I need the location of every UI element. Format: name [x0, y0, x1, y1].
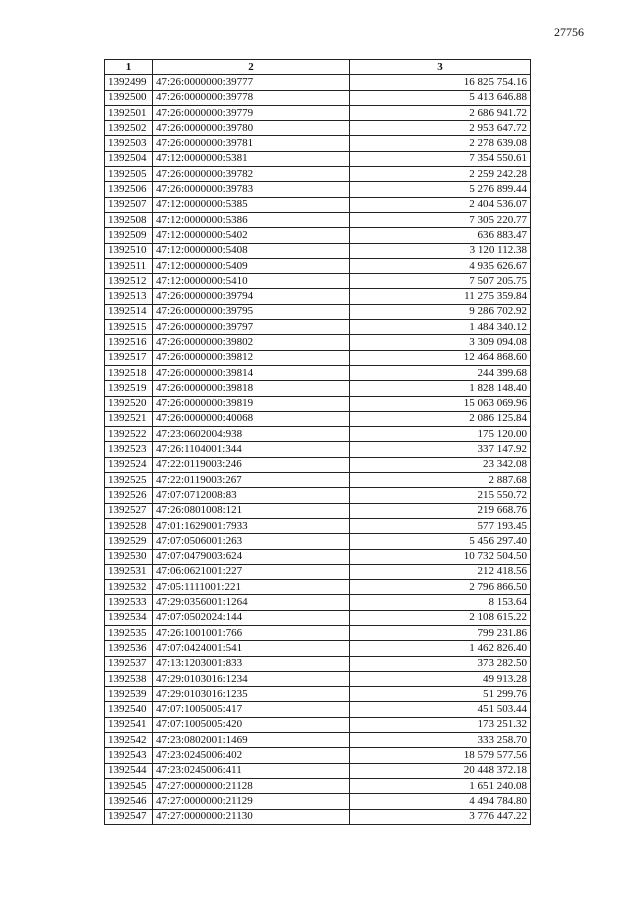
row-number-cell: 1392522 [105, 427, 153, 442]
row-number-cell: 1392530 [105, 549, 153, 564]
value-cell: 212 418.56 [350, 564, 531, 579]
cadastral-number-cell: 47:26:1001001:766 [153, 625, 350, 640]
row-number-cell: 1392516 [105, 335, 153, 350]
table-row [105, 625, 531, 640]
row-number-cell: 1392511 [105, 258, 153, 273]
row-number-cell: 1392505 [105, 167, 153, 182]
table-row [105, 534, 531, 549]
row-number-cell: 1392502 [105, 121, 153, 136]
cadastral-number-cell: 47:12:0000000:5410 [153, 274, 350, 289]
row-number-cell: 1392539 [105, 687, 153, 702]
value-cell: 18 579 577.56 [350, 748, 531, 763]
row-number-cell: 1392520 [105, 396, 153, 411]
table-row [105, 136, 531, 151]
row-number-cell: 1392506 [105, 182, 153, 197]
table-row [105, 733, 531, 748]
row-number-cell: 1392500 [105, 90, 153, 105]
value-cell: 7 507 205.75 [350, 274, 531, 289]
value-cell: 12 464 868.60 [350, 350, 531, 365]
value-cell: 10 732 504.50 [350, 549, 531, 564]
value-cell: 1 651 240.08 [350, 778, 531, 793]
table-row [105, 427, 531, 442]
row-number-cell: 1392535 [105, 625, 153, 640]
value-cell: 2 259 242.28 [350, 167, 531, 182]
row-number-cell: 1392513 [105, 289, 153, 304]
value-cell: 1 828 148.40 [350, 381, 531, 396]
table-row [105, 335, 531, 350]
row-number-cell: 1392509 [105, 228, 153, 243]
cadastral-number-cell: 47:12:0000000:5402 [153, 228, 350, 243]
cadastral-number-cell: 47:26:0000000:39795 [153, 304, 350, 319]
table-row [105, 518, 531, 533]
row-number-cell: 1392501 [105, 105, 153, 120]
value-cell: 20 448 372.18 [350, 763, 531, 778]
cadastral-number-cell: 47:26:0801008:121 [153, 503, 350, 518]
cadastral-number-cell: 47:22:0119003:246 [153, 457, 350, 472]
cadastral-number-cell: 47:23:0602004:938 [153, 427, 350, 442]
value-cell: 16 825 754.16 [350, 75, 531, 90]
cadastral-number-cell: 47:29:0103016:1235 [153, 687, 350, 702]
value-cell: 215 550.72 [350, 488, 531, 503]
value-cell: 636 883.47 [350, 228, 531, 243]
cadastral-number-cell: 47:29:0103016:1234 [153, 671, 350, 686]
table-row [105, 473, 531, 488]
value-cell: 173 251.32 [350, 717, 531, 732]
row-number-cell: 1392529 [105, 534, 153, 549]
cadastral-number-cell: 47:26:1104001:344 [153, 442, 350, 457]
table-row [105, 488, 531, 503]
value-cell: 2 796 866.50 [350, 580, 531, 595]
cadastral-number-cell: 47:23:0245006:402 [153, 748, 350, 763]
table-row [105, 258, 531, 273]
cadastral-number-cell: 47:26:0000000:39797 [153, 320, 350, 335]
value-cell: 7 354 550.61 [350, 151, 531, 166]
value-cell: 2 404 536.07 [350, 197, 531, 212]
table-row [105, 809, 531, 824]
row-number-cell: 1392545 [105, 778, 153, 793]
column-header-1: 1 [105, 60, 153, 75]
cadastral-number-cell: 47:27:0000000:21129 [153, 794, 350, 809]
value-cell: 337 147.92 [350, 442, 531, 457]
table-row [105, 320, 531, 335]
cadastral-number-cell: 47:07:0424001:541 [153, 641, 350, 656]
row-number-cell: 1392544 [105, 763, 153, 778]
value-cell: 2 086 125.84 [350, 411, 531, 426]
row-number-cell: 1392533 [105, 595, 153, 610]
value-cell: 577 193.45 [350, 518, 531, 533]
cadastral-number-cell: 47:07:0479003:624 [153, 549, 350, 564]
table-row [105, 228, 531, 243]
cadastral-number-cell: 47:26:0000000:39783 [153, 182, 350, 197]
value-cell: 3 120 112.38 [350, 243, 531, 258]
row-number-cell: 1392541 [105, 717, 153, 732]
row-number-cell: 1392519 [105, 381, 153, 396]
value-cell: 2 686 941.72 [350, 105, 531, 120]
row-number-cell: 1392527 [105, 503, 153, 518]
cadastral-number-cell: 47:07:1005005:417 [153, 702, 350, 717]
value-cell: 219 668.76 [350, 503, 531, 518]
table-row [105, 580, 531, 595]
cadastral-number-cell: 47:12:0000000:5408 [153, 243, 350, 258]
table-row [105, 396, 531, 411]
cadastral-number-cell: 47:22:0119003:267 [153, 473, 350, 488]
cadastral-number-cell: 47:26:0000000:39777 [153, 75, 350, 90]
row-number-cell: 1392538 [105, 671, 153, 686]
cadastral-number-cell: 47:01:1629001:7933 [153, 518, 350, 533]
cadastral-number-cell: 47:06:0621001:227 [153, 564, 350, 579]
table-row [105, 778, 531, 793]
row-number-cell: 1392517 [105, 350, 153, 365]
table-row [105, 182, 531, 197]
value-cell: 23 342.08 [350, 457, 531, 472]
cadastral-number-cell: 47:27:0000000:21128 [153, 778, 350, 793]
row-number-cell: 1392526 [105, 488, 153, 503]
cadastral-number-cell: 47:23:0802001:1469 [153, 733, 350, 748]
table-row [105, 105, 531, 120]
row-number-cell: 1392547 [105, 809, 153, 824]
table-row [105, 717, 531, 732]
table-row [105, 748, 531, 763]
table-row [105, 167, 531, 182]
row-number-cell: 1392503 [105, 136, 153, 151]
table-row [105, 365, 531, 380]
page-number: 27756 [554, 25, 584, 39]
table-row [105, 121, 531, 136]
row-number-cell: 1392537 [105, 656, 153, 671]
value-cell: 8 153.64 [350, 595, 531, 610]
row-number-cell: 1392546 [105, 794, 153, 809]
cadastral-number-cell: 47:29:0356001:1264 [153, 595, 350, 610]
table-row [105, 151, 531, 166]
table-row [105, 411, 531, 426]
value-cell: 4 935 626.67 [350, 258, 531, 273]
table-header-row [105, 60, 531, 75]
table-row [105, 503, 531, 518]
row-number-cell: 1392499 [105, 75, 153, 90]
cadastral-number-cell: 47:26:0000000:39819 [153, 396, 350, 411]
row-number-cell: 1392510 [105, 243, 153, 258]
value-cell: 51 299.76 [350, 687, 531, 702]
table-row [105, 243, 531, 258]
table-row [105, 212, 531, 227]
row-number-cell: 1392525 [105, 473, 153, 488]
column-header-3: 3 [350, 60, 531, 75]
table-row [105, 687, 531, 702]
value-cell: 15 063 069.96 [350, 396, 531, 411]
table-row [105, 794, 531, 809]
row-number-cell: 1392512 [105, 274, 153, 289]
table-row [105, 457, 531, 472]
cadastral-number-cell: 47:27:0000000:21130 [153, 809, 350, 824]
cadastral-number-cell: 47:26:0000000:39812 [153, 350, 350, 365]
cadastral-number-cell: 47:26:0000000:39782 [153, 167, 350, 182]
row-number-cell: 1392532 [105, 580, 153, 595]
row-number-cell: 1392521 [105, 411, 153, 426]
table-row [105, 671, 531, 686]
cadastral-number-cell: 47:26:0000000:39802 [153, 335, 350, 350]
cadastral-number-cell: 47:07:0506001:263 [153, 534, 350, 549]
row-number-cell: 1392528 [105, 518, 153, 533]
cadastral-number-cell: 47:05:1111001:221 [153, 580, 350, 595]
value-cell: 1 484 340.12 [350, 320, 531, 335]
cadastral-number-cell: 47:26:0000000:40068 [153, 411, 350, 426]
value-cell: 2 887.68 [350, 473, 531, 488]
row-number-cell: 1392508 [105, 212, 153, 227]
table-row [105, 350, 531, 365]
row-number-cell: 1392534 [105, 610, 153, 625]
table-row [105, 274, 531, 289]
value-cell: 333 258.70 [350, 733, 531, 748]
value-cell: 2 953 647.72 [350, 121, 531, 136]
cadastral-number-cell: 47:07:0712008:83 [153, 488, 350, 503]
cadastral-number-cell: 47:07:1005005:420 [153, 717, 350, 732]
value-cell: 3 309 094.08 [350, 335, 531, 350]
row-number-cell: 1392523 [105, 442, 153, 457]
table-row [105, 442, 531, 457]
cadastral-number-cell: 47:26:0000000:39794 [153, 289, 350, 304]
table-body [105, 75, 531, 825]
table-row [105, 763, 531, 778]
row-number-cell: 1392518 [105, 365, 153, 380]
table-row [105, 610, 531, 625]
row-number-cell: 1392514 [105, 304, 153, 319]
value-cell: 11 275 359.84 [350, 289, 531, 304]
cadastral-number-cell: 47:26:0000000:39780 [153, 121, 350, 136]
table-row [105, 75, 531, 90]
value-cell: 3 776 447.22 [350, 809, 531, 824]
value-cell: 2 278 639.08 [350, 136, 531, 151]
row-number-cell: 1392542 [105, 733, 153, 748]
value-cell: 4 494 784.80 [350, 794, 531, 809]
table-row [105, 549, 531, 564]
cadastral-number-cell: 47:26:0000000:39781 [153, 136, 350, 151]
row-number-cell: 1392507 [105, 197, 153, 212]
cadastral-number-cell: 47:26:0000000:39779 [153, 105, 350, 120]
column-header-2: 2 [153, 60, 350, 75]
table-row [105, 564, 531, 579]
value-cell: 5 276 899.44 [350, 182, 531, 197]
row-number-cell: 1392536 [105, 641, 153, 656]
value-cell: 451 503.44 [350, 702, 531, 717]
value-cell: 5 456 297.40 [350, 534, 531, 549]
row-number-cell: 1392524 [105, 457, 153, 472]
value-cell: 244 399.68 [350, 365, 531, 380]
table-row [105, 289, 531, 304]
value-cell: 9 286 702.92 [350, 304, 531, 319]
cadastral-number-cell: 47:26:0000000:39814 [153, 365, 350, 380]
table-row [105, 304, 531, 319]
value-cell: 2 108 615.22 [350, 610, 531, 625]
cadastral-number-cell: 47:12:0000000:5386 [153, 212, 350, 227]
cadastral-number-cell: 47:12:0000000:5409 [153, 258, 350, 273]
row-number-cell: 1392531 [105, 564, 153, 579]
value-cell: 7 305 220.77 [350, 212, 531, 227]
cadastral-number-cell: 47:13:1203001:833 [153, 656, 350, 671]
value-cell: 175 120.00 [350, 427, 531, 442]
table-row [105, 197, 531, 212]
table-row [105, 381, 531, 396]
table-row [105, 702, 531, 717]
row-number-cell: 1392515 [105, 320, 153, 335]
cadastral-number-cell: 47:07:0502024:144 [153, 610, 350, 625]
cadastral-number-cell: 47:12:0000000:5381 [153, 151, 350, 166]
value-cell: 1 462 826.40 [350, 641, 531, 656]
cadastral-number-cell: 47:12:0000000:5385 [153, 197, 350, 212]
table-row [105, 90, 531, 105]
cadastral-number-cell: 47:26:0000000:39778 [153, 90, 350, 105]
table-row [105, 656, 531, 671]
row-number-cell: 1392543 [105, 748, 153, 763]
cadastral-number-cell: 47:26:0000000:39818 [153, 381, 350, 396]
value-cell: 49 913.28 [350, 671, 531, 686]
value-cell: 799 231.86 [350, 625, 531, 640]
table-row [105, 641, 531, 656]
table-row [105, 595, 531, 610]
row-number-cell: 1392540 [105, 702, 153, 717]
value-cell: 5 413 646.88 [350, 90, 531, 105]
row-number-cell: 1392504 [105, 151, 153, 166]
cadastral-number-cell: 47:23:0245006:411 [153, 763, 350, 778]
data-table [104, 59, 531, 825]
value-cell: 373 282.50 [350, 656, 531, 671]
